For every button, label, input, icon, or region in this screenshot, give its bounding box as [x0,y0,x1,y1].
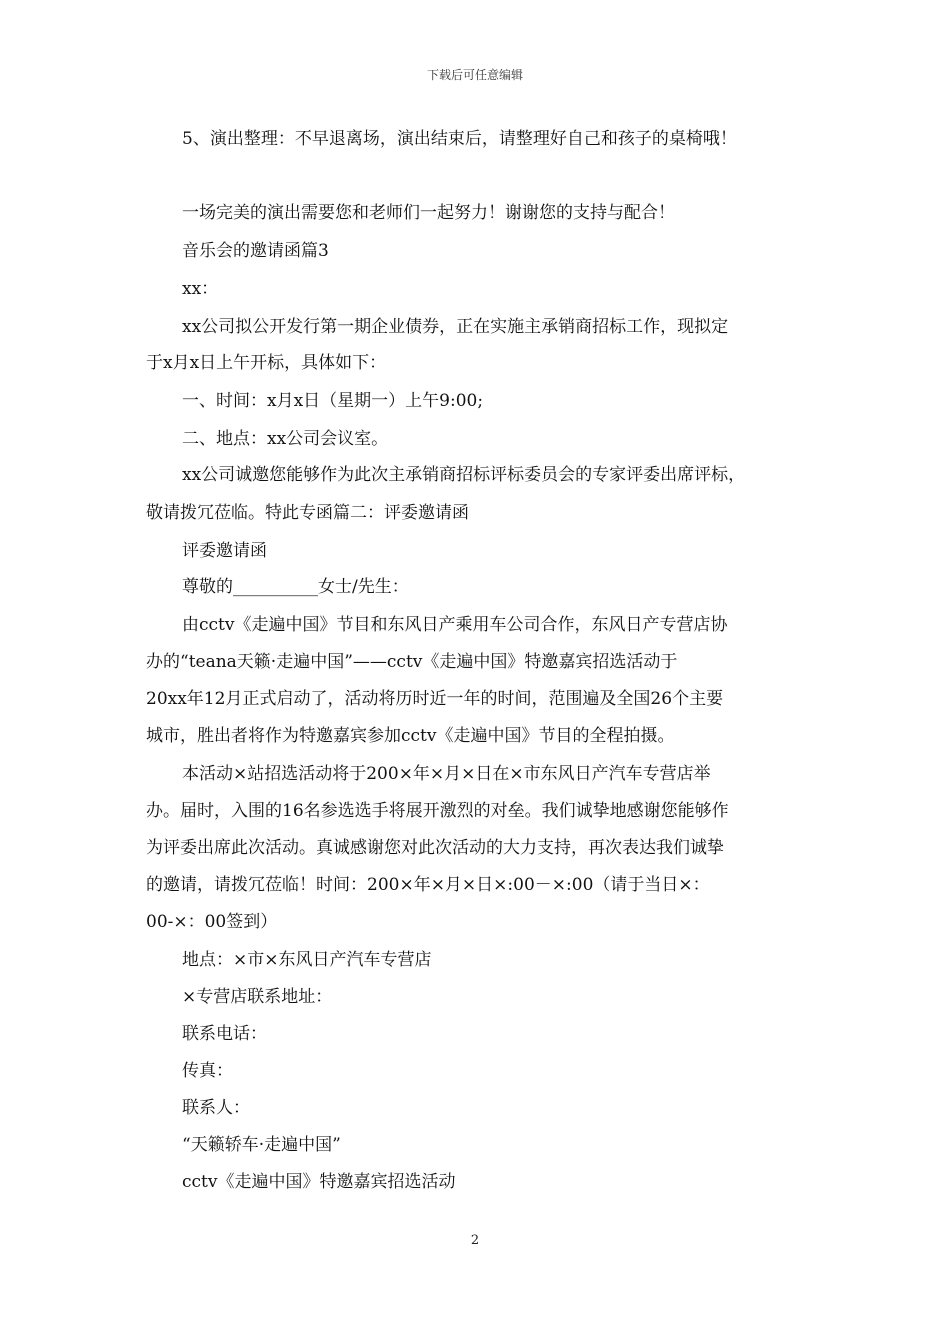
paragraph-line: 联系电话： [182,1024,267,1044]
paragraph-line: 于x月x日上午开标，具体如下： [146,353,387,373]
paragraph-line: 办的“teana天籁·走遍中国”——cctv《走遍中国》特邀嘉宾招选活动于 [146,652,678,672]
paragraph-line: 敬请拨冗莅临。特此专函篇二：评委邀请函 [146,503,469,523]
paragraph-line: 一场完美的演出需要您和老师们一起努力！谢谢您的支持与配合！ [182,203,675,223]
page-number: 2 [470,1233,480,1248]
paragraph-line: 联系人： [182,1098,250,1118]
paragraph-line: xx公司诚邀您能够作为此次主承销商招标评标委员会的专家评委出席评标， [182,465,746,485]
paragraph-line: 传真： [182,1061,233,1081]
paragraph-line: 二、地点：xx公司会议室。 [182,429,389,449]
paragraph-line: “天籁轿车·走遍中国” [182,1135,341,1155]
paragraph-line: 一、时间：x月x日（星期一）上午9:00; [182,391,484,411]
paragraph-line: 00-×：00签到） [146,912,278,932]
paragraph-line: 的邀请，请拨冗莅临！时间：200×年×月×日×:00－×:00（请于当日×： [146,875,710,895]
paragraph-line: 为评委出席此次活动。真诚感谢您对此次活动的大力支持，再次表达我们诚挚 [146,838,724,858]
paragraph-line: xx公司拟公开发行第一期企业债券，正在实施主承销商招标工作，现拟定 [182,317,729,337]
paragraph-line: 5、演出整理：不早退离场，演出结束后，请整理好自己和孩子的桌椅哦！ [182,129,737,149]
paragraph-line: 城市，胜出者将作为特邀嘉宾参加cctv《走遍中国》节目的全程拍摄。 [146,726,675,746]
section-heading: 音乐会的邀请函篇3 [182,241,329,261]
paragraph-line: 地点：×市×东风日产汽车专营店 [182,950,432,970]
section-heading: 评委邀请函 [182,541,267,561]
paragraph-line: 本活动×站招选活动将于200×年×月×日在×市东风日产汽车专营店举 [182,764,711,784]
paragraph-line: 由cctv《走遍中国》节目和东风日产乘用车公司合作，东风日产专营店协 [182,615,728,635]
salutation: 尊敬的__________女士/先生： [182,577,409,597]
paragraph-line: ×专营店联系地址： [182,987,333,1007]
page-header-note: 下载后可任意编辑 [426,68,523,82]
paragraph-line: 办。届时，入围的16名参选选手将展开激烈的对垒。我们诚挚地感谢您能够作 [146,801,729,821]
salutation: xx： [182,279,219,299]
paragraph-line: 20xx年12月正式启动了，活动将历时近一年的时间，范围遍及全国26个主要 [146,689,724,709]
paragraph-line: cctv《走遍中国》特邀嘉宾招选活动 [182,1172,456,1192]
